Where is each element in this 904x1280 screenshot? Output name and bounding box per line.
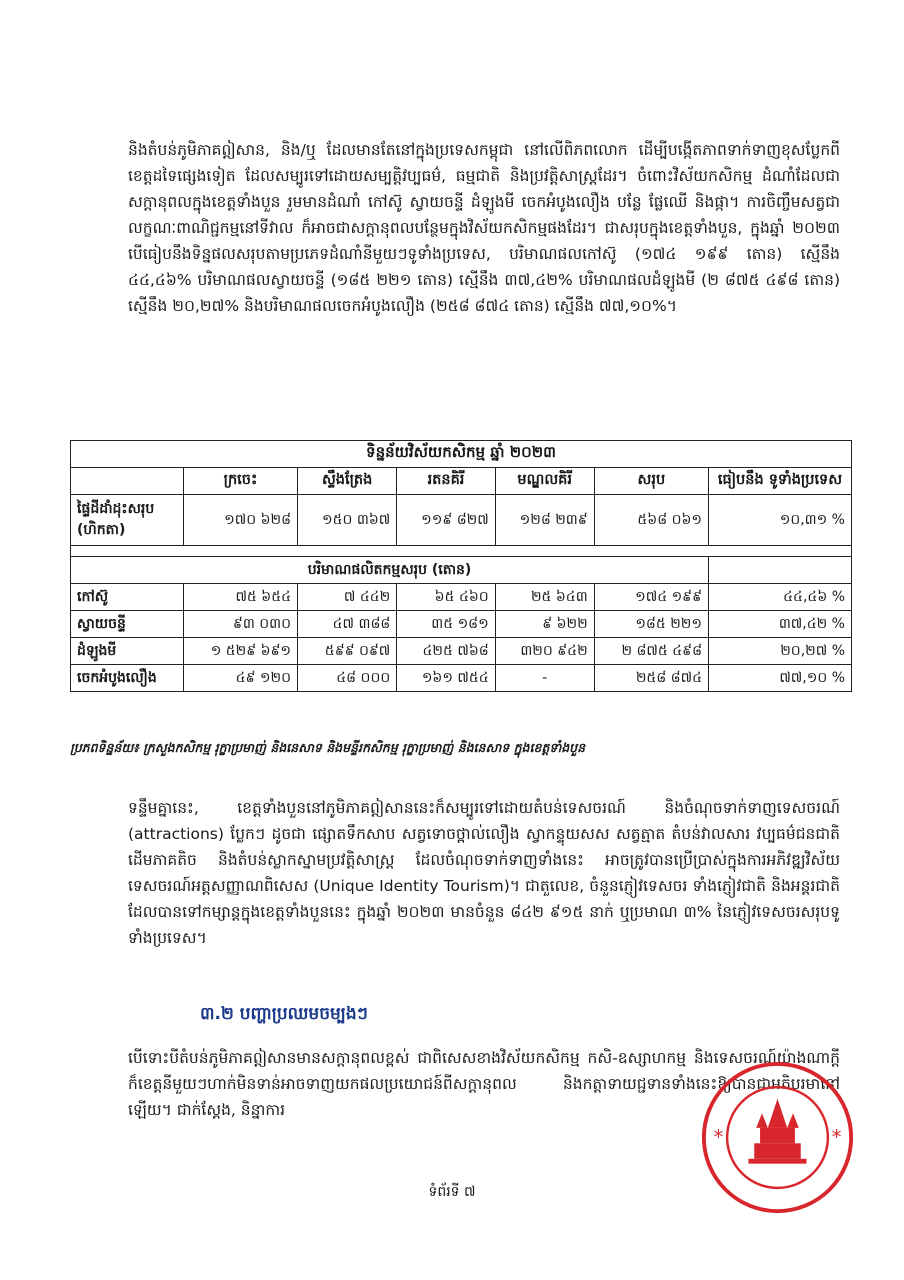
cell-value: ៤៩ ១២០ (184, 665, 298, 692)
paragraph-agriculture: និងតំបន់ភូមិភាគឦសាន, និង/ឬ ដែលមានតែនៅក្នុងប្រទេសកម្ពុជា នៅលើពិភពលោក ដើម្បីបង្កើតភាពទាក់ទាញខុសប្លែកពីខេត្តដទៃផ្សេងទៀត ដែលសម្បូរទៅដោយសម្បត្តិវប្បធម៌, ធម្មជាតិ និងប្រវត្តិសាស្ត្រដែរ។ ចំពោះវិស័យកសិកម្ម ដំណាំដែលជាសក្ដានុពលក្នុងខេត្តទាំងបួន រួមមានដំណាំ កៅស៊ូ ស្វាយចន្ទី ដំឡូងមី ចេកអំបូងលឿង បន្លែ ផ្លែឈើ និងផ្កា។ ការចិញ្ចឹមសត្វជាលក្ខណៈពាណិជ្ជកម្មនៅទីវាល ក៏អាចជាសក្ដានុពលបន្ថែមក្នុងវិស័យកសិកម្មផងដែរ។ ជាសរុបក្នុងខេត្តទាំងបួន, ក្នុងឆ្នាំ ២០២៣ បើធៀបនឹងទិន្នផលសរុបតាមប្រភេទដំណាំនីមួយៗទូទាំងប្រទេស, បរិមាណផលកៅស៊ូ (១៧៤ ១៩៩ តោន) ស្មើនឹង ៤៤,៤៦% បរិមាណផលស្វាយចន្ទី (១៨៥ ២២១ តោន) ស្មើនឹង ៣៧,៤២% បរិមាណផលដំឡូងមី (២ ៨៧៥ ៤៩៨ តោន) ស្មើនឹង ២០,២៧% និងបរិមាណផលចេកអំបូងលឿង (២៥៨ ៨៧៤ តោន) ស្មើនឹង ៧៧,១០%។ (128, 141, 840, 315)
section-heading: ៣.២ បញ្ហាប្រឈមចម្បងៗ (200, 1004, 368, 1024)
cell-value: ២ ៨៧៥ ៤៩៨ (594, 638, 708, 665)
agriculture-data-table (70, 440, 852, 692)
production-section-title: បរិមាណផលិតកម្មសរុប (តោន) (71, 557, 709, 584)
cell-value: ៧៥ ៦៥៤ (184, 584, 298, 611)
cell-value: ១៧៤ ១៩៩ (594, 584, 708, 611)
cell-value: ១ ៥២៩ ៦៩១ (184, 638, 298, 665)
temple-emblem (748, 1099, 806, 1164)
cell-value: ១៦១ ៧៥៤ (397, 665, 495, 692)
cell-value: ១៨៥ ២២១ (594, 611, 708, 638)
cell-value: ៥៩៩ ០៩៧ (298, 638, 397, 665)
row-label: ផ្ទៃដីដាំដុះសរុប (ហិកតា) (71, 495, 184, 546)
cell-value: ៣៧,៤២ % (709, 611, 852, 638)
header-mondulkiri: មណ្ឌលគិរី (495, 468, 594, 495)
cell-value: ៤៤,៤៦ % (709, 584, 852, 611)
cell-value: ៣២០ ៩៤២ (495, 638, 594, 665)
header-kratie: ក្រចេះ (184, 468, 298, 495)
cell-value: ៤៧ ៣៨៨ (298, 611, 397, 638)
spacer-row (71, 546, 852, 557)
cell-value: ១០,៣១ % (709, 495, 852, 546)
table-row-cassava (71, 638, 852, 665)
row-label: ដំឡូងមី (71, 638, 184, 665)
cell-value: ២៥ ៦៤៣ (495, 584, 594, 611)
cell-value: ២៥៨ ៨៧៤ (594, 665, 708, 692)
table-header-row (71, 468, 852, 495)
cell-value: ៩ ៦២២ (495, 611, 594, 638)
seal-star-right: * (831, 1125, 842, 1149)
header-empty-cell (71, 468, 184, 495)
cell-value: ៩៣ ០៣០ (184, 611, 298, 638)
cell-value: ១៥០ ៣៦៧ (298, 495, 397, 546)
table-source-note: ប្រភពទិន្នន័យ៖ ក្រសួងកសិកម្ម រុក្ខាប្រមាញ់ និងនេសាទ និងមន្ទីរកសិកម្ម រុក្ខាប្រមាញ់ និងនេសាទ ក្នុងខេត្តទាំងបួន (70, 740, 586, 755)
cell-value: ៤៨ ០០០ (298, 665, 397, 692)
cell-value: ៧ ៤៤២ (298, 584, 397, 611)
production-section-row (71, 557, 852, 584)
table-title: ទិន្នន័យវិស័យកសិកម្ម ឆ្នាំ ២០២៣ (71, 441, 852, 468)
cell-value: ១២៨ ២៣៩ (495, 495, 594, 546)
paragraph-tourism: ទន្ទឹមគ្នានេះ, ខេត្តទាំងបួននៅភូមិភាគឦសាននេះក៏សម្បូរទៅដោយតំបន់ទេសចរណ៍ និងចំណុចទាក់ទាញទេសចរណ៍ (attractions) ប្លែកៗ ដូចជា ផ្សោតទឹកសាប សត្វទោចថ្ពាល់លឿង ស្វាកន្ទុយសស សត្វត្មាត តំបន់វាលសារ វប្បធម៌ជនជាតិដើមភាគតិច និងតំបន់ស្លាកស្នាមប្រវត្តិសាស្ត្រ ដែលចំណុចទាក់ទាញទាំងនេះ អាចត្រូវបានប្រើប្រាស់ក្នុងការអភិវឌ្ឍវិស័យទេសចរណ៍អត្តសញ្ញាណពិសេស (Unique Identity Tourism)។ ជាតួលេខ, ចំនួនភ្ញៀវទេសចរ ទាំងភ្ញៀវជាតិ និងអន្តរជាតិ ដែលបានទៅកម្សាន្តក្នុងខេត្តទាំងបួននេះ ក្នុងឆ្នាំ ២០២៣ មានចំនួន ៨៤២ ៩១៥ នាក់ ឬប្រមាណ ៣% នៃភ្ញៀវទេសចរសរុបទូទាំងប្រទេស។ (128, 799, 840, 947)
table-row-cashew (71, 611, 852, 638)
cell-value: ៥៦៨ ០៦១ (594, 495, 708, 546)
cell-value: ១១៩ ៨២៧ (397, 495, 495, 546)
empty-cell (709, 557, 852, 584)
cell-value: - (495, 665, 594, 692)
cell-value: ៦៥ ៤៦០ (397, 584, 495, 611)
cell-value: ៣៥ ១៨១ (397, 611, 495, 638)
cell-value: ១៧០ ៦២៨ (184, 495, 298, 546)
seal-star-left: * (713, 1125, 724, 1149)
row-label: ស្វាយចន្ទី (71, 611, 184, 638)
table-row-area (71, 495, 852, 546)
header-ratanakiri: រតនគិរី (397, 468, 495, 495)
paragraph-challenges: បើទោះបីតំបន់ភូមិភាគឦសានមានសក្ដានុពលខ្ពស់ ជាពិសេសខាងវិស័យកសិកម្ម កសិ-ឧស្សាហកម្ម និងទេសចរណ៍យ៉ាងណាក្ដី ក៏ខេត្តនីមួយៗហាក់មិនទាន់អាចទាញយកផលប្រយោជន៍ពីសក្ដានុពល និងកត្តាទាយជ្ជទានទាំងនេះឱ្យបានជាអតិបរមានៅឡើយ។ ជាក់ស្ដែង, និន្នាការ (128, 1049, 840, 1119)
table-row-rubber (71, 584, 852, 611)
table-row-banana (71, 665, 852, 692)
header-total: សរុប (594, 468, 708, 495)
row-label: ចេកអំបូងលឿង (71, 665, 184, 692)
page-number: ទំព័រទី ៧ (428, 1184, 476, 1200)
header-national-share: ធៀបនឹង ទូទាំងប្រទេស (709, 468, 852, 495)
cell-value: ៤២៥ ៧៦៨ (397, 638, 495, 665)
cell-value: ២០,២៧ % (709, 638, 852, 665)
header-stung-treng: ស្ទឹងត្រែង (298, 468, 397, 495)
cell-value: ៧៧,១០ % (709, 665, 852, 692)
row-label: កៅស៊ូ (71, 584, 184, 611)
